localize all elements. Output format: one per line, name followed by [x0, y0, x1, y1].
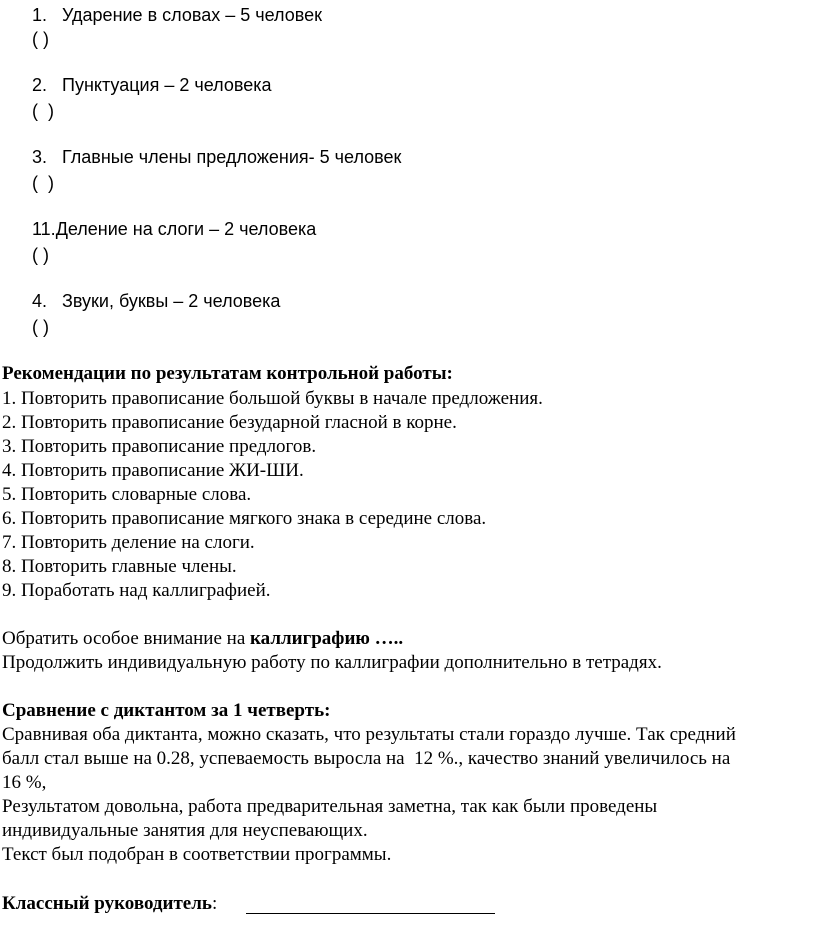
- stat-item: [32, 289, 280, 313]
- stat-text: Деление на слоги – 2 человека: [55, 219, 317, 239]
- signature-blank: [246, 913, 495, 914]
- recommendation-item: 4. Повторить правописание ЖИ-ШИ.: [2, 460, 304, 481]
- recommendation-item: 7. Повторить деление на слоги.: [2, 532, 255, 553]
- stat-item: [32, 73, 272, 97]
- stat-text: Ударение в словах – 5 человек: [62, 5, 322, 25]
- attention-bold: каллиграфию …..: [250, 628, 404, 649]
- recommendation-item: 3. Повторить правописание предлогов.: [2, 436, 317, 457]
- attention-line: [2, 627, 403, 651]
- stat-item: [32, 3, 322, 27]
- signature-colon: :: [211, 893, 222, 914]
- comparison-line: индивидуальные занятия для неуспевающих.: [2, 820, 368, 841]
- comparison-heading: Сравнение с диктантом за 1 четверть:: [2, 700, 331, 721]
- comparison-line: 16 %,: [2, 772, 47, 793]
- stat-text: Звуки, буквы – 2 человека: [62, 291, 281, 311]
- stat-text: Главные члены предложения- 5 человек: [62, 147, 402, 167]
- stat-paren: ( ): [32, 317, 49, 337]
- recommendation-item: 1. Повторить правописание большой буквы в начале предложения.: [2, 388, 543, 409]
- recommendation-item: 9. Поработать над каллиграфией.: [2, 580, 271, 601]
- signature-label: Классный руководитель: [2, 893, 212, 914]
- comparison-line: Сравнивая оба диктанта, можно сказать, что результаты стали гораздо лучше. Так средний: [2, 724, 736, 745]
- comparison-line: Результатом довольна, работа предварительная заметна, так как были проведены: [2, 796, 658, 817]
- attention-continue: Продолжить индивидуальную работу по каллиграфии дополнительно в тетрадях.: [2, 652, 662, 673]
- recommendation-item: 2. Повторить правописание безударной гласной в корне.: [2, 412, 457, 433]
- stat-item: [32, 145, 401, 169]
- stat-paren: ( ): [32, 173, 54, 193]
- stat-text: Пунктуация – 2 человека: [62, 75, 272, 95]
- recommendation-item: 5. Повторить словарные слова.: [2, 484, 252, 505]
- stat-number: 1.: [32, 5, 48, 25]
- signature-line: [2, 892, 222, 916]
- recommendation-item: 8. Повторить главные члены.: [2, 556, 237, 577]
- stat-number: 11.: [32, 219, 56, 239]
- stat-number: 2.: [32, 75, 48, 95]
- comparison-line: балл стал выше на 0.28, успеваемость выросла на 12 %., качество знаний увеличилось на: [2, 748, 731, 769]
- comparison-line: Текст был подобран в соответствии программы.: [2, 844, 392, 865]
- attention-prefix: Обратить особое внимание на: [2, 628, 251, 649]
- stat-number: 4.: [32, 291, 48, 311]
- recommendation-item: 6. Повторить правописание мягкого знака в середине слова.: [2, 508, 487, 529]
- recommendations-heading: Рекомендации по результатам контрольной работы:: [2, 363, 453, 384]
- stat-paren: ( ): [32, 101, 54, 121]
- stat-item: [32, 217, 316, 241]
- stat-paren: ( ): [32, 245, 49, 265]
- stat-number: 3.: [32, 147, 48, 167]
- stat-paren: ( ): [32, 29, 49, 49]
